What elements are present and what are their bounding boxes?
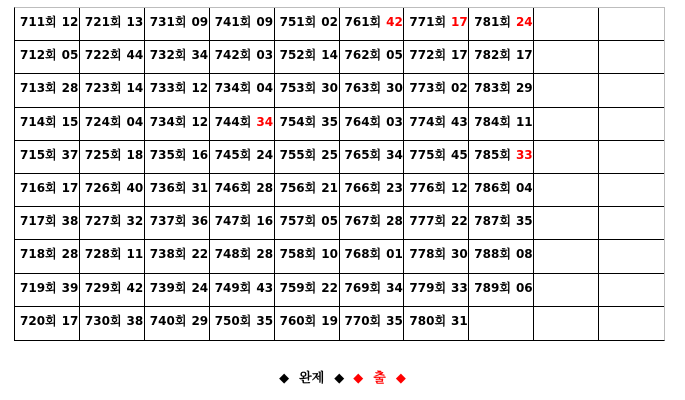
value-number: 03 (256, 48, 274, 63)
table-cell (275, 240, 340, 273)
table-cell (404, 74, 469, 107)
table-cell (145, 108, 210, 141)
value-number: 36 (191, 214, 209, 229)
round-label: 787회 (474, 214, 511, 229)
value-number: 35 (321, 114, 338, 129)
value-number: 28 (256, 247, 274, 262)
table-cell (15, 274, 80, 307)
value-number: 01 (386, 247, 403, 262)
value-number: 38 (61, 214, 79, 229)
round-label: 738회 (149, 247, 187, 262)
value-number: 43 (451, 114, 468, 129)
value-number: 08 (515, 247, 533, 262)
round-label: 737회 (149, 214, 187, 229)
value-number: 34 (191, 48, 209, 63)
round-label: 786회 (474, 181, 511, 195)
value-number: 12 (451, 181, 468, 195)
table-cell (340, 307, 405, 340)
value-number: 17 (451, 15, 468, 29)
table-cell-empty (599, 141, 664, 174)
table-cell (404, 207, 469, 240)
table-cell-empty (534, 207, 599, 240)
value-number: 32 (126, 214, 144, 229)
round-label: 755회 (279, 147, 317, 162)
value-number: 22 (451, 214, 468, 229)
table-cell-empty (599, 274, 664, 307)
table-cell-empty (534, 307, 599, 340)
round-label: 779회 (409, 280, 447, 295)
value-number: 05 (386, 48, 403, 63)
round-label: 740회 (149, 313, 187, 328)
table-cell (210, 141, 275, 174)
table-cell-empty (534, 8, 599, 41)
round-label: 789회 (474, 280, 511, 295)
round-label: 733회 (149, 81, 187, 96)
round-label: 728회 (84, 247, 122, 262)
round-label: 764회 (344, 114, 382, 129)
table-cell (210, 74, 275, 107)
value-number: 34 (256, 114, 274, 129)
round-label: 757회 (279, 214, 317, 229)
value-number: 16 (256, 214, 274, 229)
value-number: 29 (191, 313, 209, 328)
table-cell (145, 8, 210, 41)
value-number: 04 (256, 81, 274, 96)
table-cell (80, 207, 145, 240)
round-label: 751회 (279, 15, 317, 29)
table-cell (15, 41, 80, 74)
table-cell-empty (534, 141, 599, 174)
value-number: 21 (321, 181, 338, 195)
table-cell (404, 41, 469, 74)
round-label: 746회 (214, 181, 252, 195)
table-cell (469, 8, 534, 41)
round-label: 761회 (344, 15, 382, 29)
results-table (14, 7, 665, 341)
table-cell (80, 174, 145, 207)
round-label: 749회 (214, 280, 252, 295)
round-label: 747회 (214, 214, 252, 229)
round-label: 719회 (20, 280, 57, 295)
round-label: 768회 (344, 247, 382, 262)
table-cell (80, 141, 145, 174)
table-cell (145, 207, 210, 240)
round-label: 785회 (474, 147, 511, 162)
value-number: 17 (61, 313, 79, 328)
table-cell (210, 307, 275, 340)
value-number: 25 (321, 147, 338, 162)
round-label: 750회 (214, 313, 252, 328)
value-number: 28 (256, 181, 274, 195)
table-cell (275, 174, 340, 207)
table-cell (15, 207, 80, 240)
round-label: 748회 (214, 247, 252, 262)
table-cell (340, 240, 405, 273)
value-number: 38 (126, 313, 144, 328)
value-number: 17 (451, 48, 468, 63)
table-cell (210, 240, 275, 273)
table-cell (145, 274, 210, 307)
round-label: 736회 (149, 181, 187, 195)
value-number: 14 (126, 81, 144, 96)
value-number: 02 (321, 15, 338, 29)
table-cell (80, 8, 145, 41)
value-number: 37 (61, 147, 79, 162)
value-number: 29 (515, 81, 533, 96)
table-cell (80, 274, 145, 307)
round-label: 783회 (474, 81, 511, 96)
round-label: 731회 (149, 15, 187, 29)
diamond-icon: ◆ (353, 371, 364, 386)
round-label: 723회 (84, 81, 122, 96)
table-cell-empty (599, 108, 664, 141)
round-label: 772회 (409, 48, 447, 63)
table-cell (469, 74, 534, 107)
round-label: 763회 (344, 81, 382, 96)
value-number: 34 (386, 280, 403, 295)
value-number: 39 (61, 280, 79, 295)
table-cell-empty (534, 174, 599, 207)
table-cell (15, 307, 80, 340)
table-cell (15, 141, 80, 174)
round-label: 739회 (149, 280, 187, 295)
table-cell (469, 274, 534, 307)
table-cell (275, 274, 340, 307)
table-cell (210, 207, 275, 240)
table-cell (469, 240, 534, 273)
table-cell-empty (599, 174, 664, 207)
table-cell (80, 307, 145, 340)
table-cell-empty (534, 74, 599, 107)
round-label: 729회 (84, 280, 122, 295)
table-cell (469, 41, 534, 74)
value-number: 03 (386, 114, 403, 129)
round-label: 752회 (279, 48, 317, 63)
value-number: 24 (515, 15, 533, 29)
round-label: 734회 (149, 114, 187, 129)
table-cell (404, 108, 469, 141)
table-cell (469, 108, 534, 141)
value-number: 34 (386, 147, 403, 162)
round-label: 766회 (344, 181, 382, 195)
value-number: 28 (61, 81, 79, 96)
round-label: 756회 (279, 181, 317, 195)
diamond-icon: ◆ (334, 371, 345, 386)
round-label: 722회 (84, 48, 122, 63)
value-number: 09 (256, 15, 274, 29)
value-number: 44 (126, 48, 144, 63)
table-cell (469, 141, 534, 174)
table-cell-empty (599, 74, 664, 107)
round-label: 730회 (84, 313, 122, 328)
value-number: 15 (61, 114, 79, 129)
round-label: 765회 (344, 147, 382, 162)
round-label: 734회 (214, 81, 252, 96)
table-cell (340, 8, 405, 41)
round-label: 767회 (344, 214, 382, 229)
legend-item-2 (353, 371, 406, 387)
table-cell-empty (534, 41, 599, 74)
table-cell (275, 207, 340, 240)
round-label: 782회 (474, 48, 511, 63)
round-label: 712회 (20, 48, 57, 63)
value-number: 42 (126, 280, 144, 295)
table-cell (210, 108, 275, 141)
value-number: 16 (191, 147, 209, 162)
value-number: 12 (191, 114, 209, 129)
round-label: 773회 (409, 81, 447, 96)
table-cell (404, 174, 469, 207)
round-label: 735회 (149, 147, 187, 162)
value-number: 28 (61, 247, 79, 262)
value-number: 30 (321, 81, 338, 96)
round-label: 717회 (20, 214, 57, 229)
value-number: 33 (515, 147, 533, 162)
table-cell (80, 108, 145, 141)
value-number: 05 (61, 48, 79, 63)
round-label: 745회 (214, 147, 252, 162)
table-cell-empty (599, 207, 664, 240)
value-number: 33 (451, 280, 468, 295)
round-label: 711회 (20, 15, 57, 29)
table-cell (404, 141, 469, 174)
table-cell (404, 307, 469, 340)
table-cell (15, 8, 80, 41)
round-label: 788회 (474, 247, 511, 262)
table-cell (340, 274, 405, 307)
round-label: 770회 (344, 313, 382, 328)
table-cell-empty (599, 307, 664, 340)
value-number: 10 (321, 247, 338, 262)
table-cell (469, 207, 534, 240)
table-cell (275, 8, 340, 41)
round-label: 776회 (409, 181, 447, 195)
table-cell-empty (534, 108, 599, 141)
table-cell (80, 240, 145, 273)
value-number: 22 (191, 247, 209, 262)
round-label: 754회 (279, 114, 317, 129)
table-cell (80, 74, 145, 107)
value-number: 30 (451, 247, 468, 262)
value-number: 45 (451, 147, 468, 162)
table-cell (210, 8, 275, 41)
table-cell (404, 240, 469, 273)
round-label: 774회 (409, 114, 447, 129)
round-label: 715회 (20, 147, 57, 162)
value-number: 35 (515, 214, 533, 229)
table-cell (210, 274, 275, 307)
round-label: 720회 (20, 313, 57, 328)
value-number: 11 (126, 247, 144, 262)
table-cell (404, 274, 469, 307)
value-number: 23 (386, 181, 403, 195)
value-number: 35 (256, 313, 274, 328)
table-cell (340, 108, 405, 141)
value-number: 43 (256, 280, 274, 295)
round-label: 780회 (409, 313, 447, 328)
value-number: 12 (191, 81, 209, 96)
table-cell (145, 141, 210, 174)
table-cell-empty (599, 240, 664, 273)
round-label: 777회 (409, 214, 447, 229)
round-label: 775회 (409, 147, 447, 162)
value-number: 13 (126, 15, 144, 29)
table-cell (275, 108, 340, 141)
table-cell (404, 8, 469, 41)
table-cell (275, 141, 340, 174)
table-cell (15, 240, 80, 273)
table-cell (340, 74, 405, 107)
value-number: 42 (386, 15, 403, 29)
round-label: 753회 (279, 81, 317, 96)
table-cell (145, 174, 210, 207)
value-number: 12 (61, 15, 79, 29)
value-number: 17 (61, 181, 79, 195)
round-label: 759회 (279, 280, 317, 295)
table-cell (145, 240, 210, 273)
table-cell (340, 141, 405, 174)
table-cell (15, 108, 80, 141)
round-label: 760회 (279, 313, 317, 328)
value-number: 24 (191, 280, 209, 295)
table-cell (275, 74, 340, 107)
value-number: 19 (321, 313, 338, 328)
value-number: 04 (126, 114, 144, 129)
table-cell (275, 41, 340, 74)
value-number: 05 (321, 214, 338, 229)
table-cell (80, 41, 145, 74)
diamond-icon: ◆ (395, 371, 406, 386)
table-cell (340, 207, 405, 240)
value-number: 35 (386, 313, 403, 328)
value-number: 24 (256, 147, 274, 162)
value-number: 04 (515, 181, 533, 195)
round-label: 744회 (214, 114, 252, 129)
value-number: 31 (451, 313, 468, 328)
table-cell (15, 174, 80, 207)
round-label: 716회 (20, 181, 57, 195)
round-label: 781회 (474, 15, 511, 29)
round-label: 732회 (149, 48, 187, 63)
value-number: 30 (386, 81, 403, 96)
table-cell (275, 307, 340, 340)
round-label: 762회 (344, 48, 382, 63)
round-label: 713회 (20, 81, 57, 96)
value-number: 17 (515, 48, 533, 63)
legend-label: 완제 (299, 371, 325, 386)
round-label: 769회 (344, 280, 382, 295)
legend-item-1 (279, 371, 344, 387)
round-label: 741회 (214, 15, 252, 29)
round-label: 721회 (84, 15, 122, 29)
table-cell (340, 41, 405, 74)
value-number: 06 (515, 280, 533, 295)
round-label: 784회 (474, 114, 511, 129)
table-cell (210, 41, 275, 74)
table-cell (145, 307, 210, 340)
round-label: 718회 (20, 247, 57, 262)
value-number: 18 (126, 147, 144, 162)
round-label: 778회 (409, 247, 447, 262)
table-cell-empty (534, 274, 599, 307)
table-cell (469, 174, 534, 207)
value-number: 14 (321, 48, 338, 63)
round-label: 725회 (84, 147, 122, 162)
value-number: 31 (191, 181, 209, 195)
table-cell-empty (534, 240, 599, 273)
table-cell (340, 174, 405, 207)
round-label: 724회 (84, 114, 122, 129)
value-number: 11 (515, 114, 533, 129)
table-cell (145, 41, 210, 74)
legend (0, 371, 685, 387)
legend-label: 출 (373, 371, 386, 386)
diamond-icon: ◆ (279, 371, 290, 386)
table-cell (145, 74, 210, 107)
table-cell-empty (599, 41, 664, 74)
round-label: 771회 (409, 15, 447, 29)
round-label: 726회 (84, 181, 122, 195)
table-cell (15, 74, 80, 107)
value-number: 02 (451, 81, 468, 96)
table-cell-empty (469, 307, 534, 340)
round-label: 742회 (214, 48, 252, 63)
round-label: 727회 (84, 214, 122, 229)
round-label: 714회 (20, 114, 57, 129)
table-cell-empty (599, 8, 664, 41)
value-number: 40 (126, 181, 144, 195)
table-cell (210, 174, 275, 207)
round-label: 758회 (279, 247, 317, 262)
value-number: 22 (321, 280, 338, 295)
value-number: 28 (386, 214, 403, 229)
value-number: 09 (191, 15, 209, 29)
